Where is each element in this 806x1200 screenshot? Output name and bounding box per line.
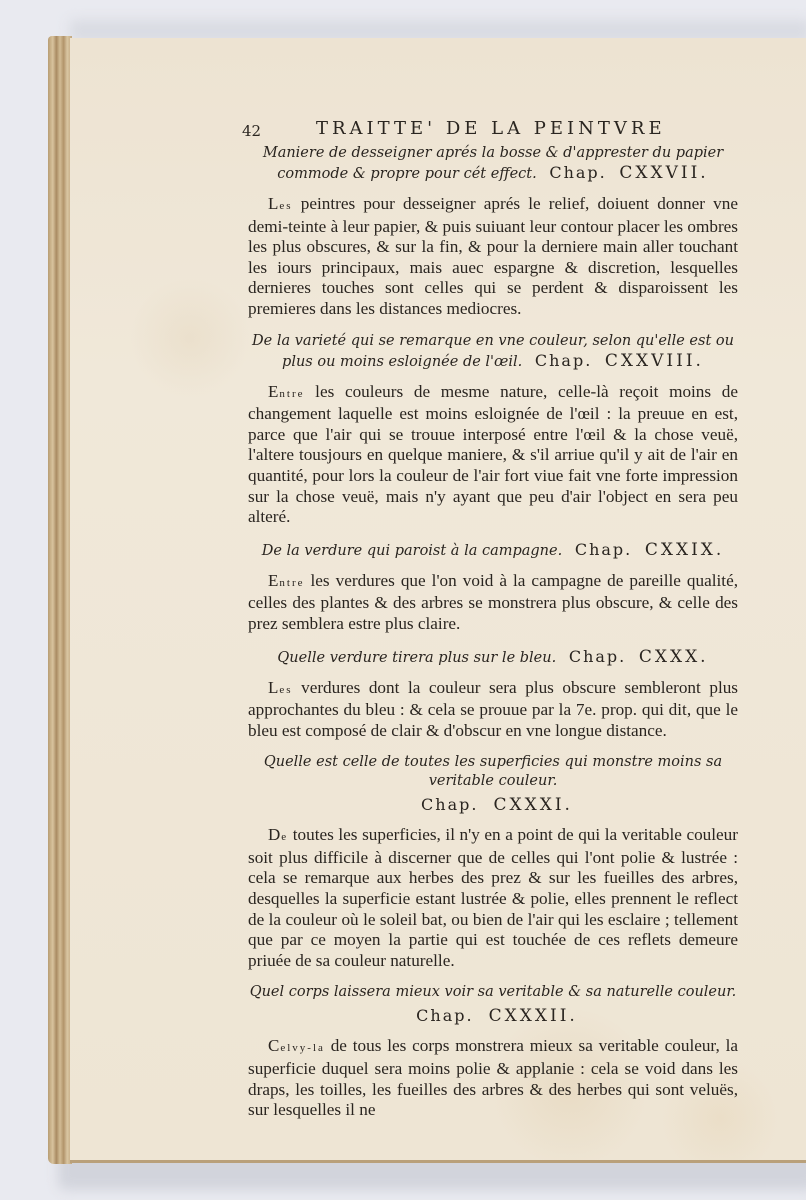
chapter-number: CXXX. — [638, 646, 709, 667]
chapter-paragraph — [248, 825, 738, 971]
paragraph-text: les verdures que l'on void à la campagne de pareille qualité, celles des plantes & des arbres se monstrera plus obscure, & celle des prez semblera estre plus claire. — [248, 570, 738, 633]
chapter-title: De la varieté qui se remarque en vne couleur, selon qu'elle est ou plus ou moins esloignée de l'œil. — [252, 332, 734, 370]
paragraph-text: les couleurs de mesme nature, celle-là reçoit moins de changement laquelle est moins esloignée de l'œil : la preuue en est, parce que l'air qui se trouue interposé entre l'œil & la chose veuë, l'altere tousjours en quelque maniere, & s'il arriue qu'il y ait de l'air en quantité, pour lors la couleur de l'air fort viue fait vne forte impression sur la chose veuë, mais n'y ayant que peu d'air l'object en sera peu alteré. — [248, 381, 738, 527]
page-content — [242, 118, 738, 1121]
chapter-title: Maniere de desseigner aprés la bosse & d'apprester du papier commode & propre pour cét effect. — [262, 145, 724, 182]
chapter-label: Chap. — [416, 1006, 474, 1026]
small-caps: e — [281, 831, 289, 844]
small-caps: es — [279, 200, 293, 212]
small-caps: ntre — [279, 576, 305, 589]
chapter-label: Chap. — [574, 539, 633, 559]
chapter-paragraph — [248, 382, 738, 528]
chapter-number: CXXXII. — [488, 1006, 578, 1027]
paragraph-text: peintres pour desseigner aprés le relief, doiuent donner vne demi-teinte à leur papier, & puis suiuant leur contour placer les ombres les plus obscures, & sur la fin, & pour la derniere main aller touchant les iours principaux, mais auec espargne & discretion, lesquelles dernieres touches sont celles qui se perdent & disparoissent les premieres dans les distances mediocres. — [248, 194, 738, 318]
small-caps: es — [279, 683, 293, 696]
page-number: 42 — [242, 122, 262, 140]
running-head — [242, 118, 738, 144]
paragraph-text: toutes les superficies, il n'y en a point de qui la veritable couleur soit plus difficile à discerner que de celles qui l'ont polie & lustrée : cela se remarque aux herbes des prez & sur les fueilles des arbres, desquelles la superficie estant lustrée & polie, elles prennent le reflect de la couleur où le soleil bat, ou bien de l'air qui les esclaire ; tellement que par ce moyen la partie qui est touchée de ces reflets demeure priuée de sa couleur naturelle. — [248, 825, 738, 970]
chapter-label: Chap. — [549, 163, 607, 182]
chapter-heading — [248, 753, 738, 791]
small-caps: ntre — [279, 387, 305, 400]
small-caps: elvy-la — [280, 1042, 325, 1055]
initial-letter: L — [268, 194, 280, 213]
initial-letter: E — [268, 381, 280, 401]
chapter-number: CXXVIII. — [604, 350, 704, 371]
chapter-label: Chap. — [534, 350, 593, 370]
chapter-heading — [248, 332, 738, 372]
chapter-line — [248, 1006, 738, 1026]
initial-letter: E — [268, 570, 280, 590]
chapter-heading — [248, 647, 738, 668]
chapter-paragraph — [248, 194, 738, 320]
chapter-heading — [248, 983, 738, 1002]
chapter-paragraph — [248, 1036, 738, 1120]
chapter-number: CXXXI. — [493, 795, 573, 816]
chapter-number: CXXVII. — [619, 163, 709, 183]
chapter-line — [248, 795, 738, 815]
chapter-label: Chap. — [568, 646, 627, 666]
chapter-heading — [248, 540, 738, 561]
chapter-paragraph — [248, 678, 738, 742]
chapter-label: Chap. — [421, 795, 479, 815]
chapter-title: De la verdure qui paroist à la campagne. — [261, 542, 563, 559]
initial-letter: C — [268, 1036, 281, 1056]
book-page-edges — [48, 36, 72, 1164]
chapter-heading — [248, 144, 738, 184]
chapter-title: Quel corps laissera mieux voir sa veritable & sa naturelle couleur. — [249, 984, 737, 1001]
chapter-number: CXXIX. — [644, 539, 725, 560]
initial-letter: L — [268, 677, 280, 697]
chapter-title: Quelle est celle de toutes les superficies qui monstre moins sa veritable couleur. — [263, 754, 723, 790]
paragraph-text: verdures dont la couleur sera plus obscure sembleront plus approchantes du bleu : & cela se prouue par la 7e. prop. qui dit, que le bleu est composé de clair & d'obscur en vne longue distance. — [248, 677, 738, 740]
chapter-paragraph — [248, 571, 738, 635]
running-title: TRAITTE' DE LA PEINTVRE — [316, 118, 666, 139]
paragraph-text: de tous les corps monstrera mieux sa veritable couleur, la superficie duquel sera moins polie & applanie : cela se void dans les draps, les toilles, les fueilles des arbres & des herbes qui sont veluës, sur lesquelles il ne — [248, 1036, 738, 1120]
initial-letter: D — [268, 825, 282, 845]
chapter-title: Quelle verdure tirera plus sur le bleu. — [277, 649, 557, 666]
